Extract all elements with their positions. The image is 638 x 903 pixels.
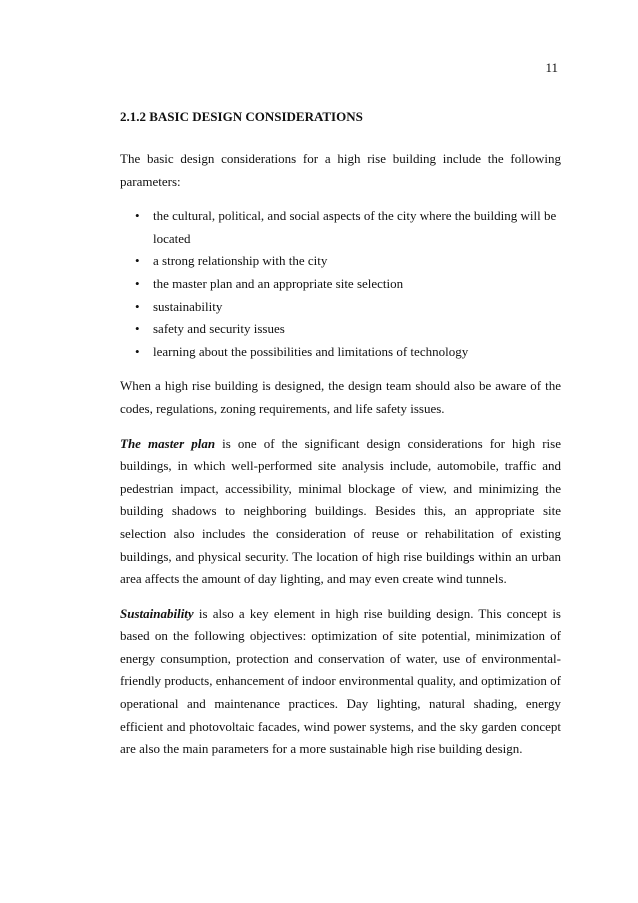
bullet-icon: •	[135, 321, 140, 337]
list-item	[120, 273, 561, 296]
bullet-icon: •	[135, 253, 140, 269]
list-item	[120, 205, 561, 250]
bullet-icon: •	[135, 275, 140, 291]
page-number: 11	[545, 60, 558, 75]
list-item-text: a strong relationship with the city	[153, 253, 328, 269]
bullet-icon: •	[135, 298, 140, 314]
list-item	[120, 341, 561, 364]
list-item-text: safety and security issues	[153, 321, 285, 337]
bullet-icon: •	[135, 343, 140, 359]
intro-paragraph: The basic design considerations for a high rise building include the following parameters:	[120, 151, 561, 189]
list-item	[120, 296, 561, 319]
considerations-list	[120, 205, 561, 363]
list-item	[120, 250, 561, 273]
list-item-text: sustainability	[153, 298, 223, 314]
sustainability-text: is also a key element in high rise building design. This concept is based on the following objectives: optimization of site potential, minimization of energy consumption, protection and conservation of water, use of environmental-friendly products, enhancement of indoor environmental quality, and optimization of operational and maintenance practices. Day lighting, natural shading, energy efficient and photovoltaic facades, wind power systems, and the sky garden concept are also the main parameters for a more sustainable high rise building design.	[120, 605, 561, 757]
list-item	[120, 318, 561, 341]
list-item-text: the cultural, political, and social aspects of the city where the building will be located	[153, 208, 557, 246]
master-plan-paragraph	[120, 433, 561, 591]
master-plan-text: is one of the significant design considerations for high rise buildings, in which well-performed site analysis include, automobile, traffic and pedestrian impact, accessibility, minimal blockage of view, and minimizing the building shadows to neighboring buildings. Besides this, an appropriate site selection also includes the consideration of reuse or rehabilitation of existing buildings, and physical security. The location of high rise buildings within an urban area affects the amount of day lighting, and may even create wind tunnels.	[120, 435, 561, 587]
list-item-text: learning about the possibilities and limitations of technology	[153, 343, 469, 359]
bullet-icon: •	[135, 208, 140, 224]
sustainability-term: Sustainability	[120, 605, 194, 621]
page-content	[120, 106, 561, 773]
sustainability-paragraph	[120, 603, 561, 761]
list-item-text: the master plan and an appropriate site selection	[153, 275, 404, 291]
master-plan-term: The master plan	[120, 435, 216, 451]
awareness-paragraph: When a high rise building is designed, the design team should also be aware of the codes, regulations, zoning requirements, and life safety issues.	[120, 378, 561, 416]
section-heading: 2.1.2 BASIC DESIGN CONSIDERATIONS	[120, 109, 363, 124]
